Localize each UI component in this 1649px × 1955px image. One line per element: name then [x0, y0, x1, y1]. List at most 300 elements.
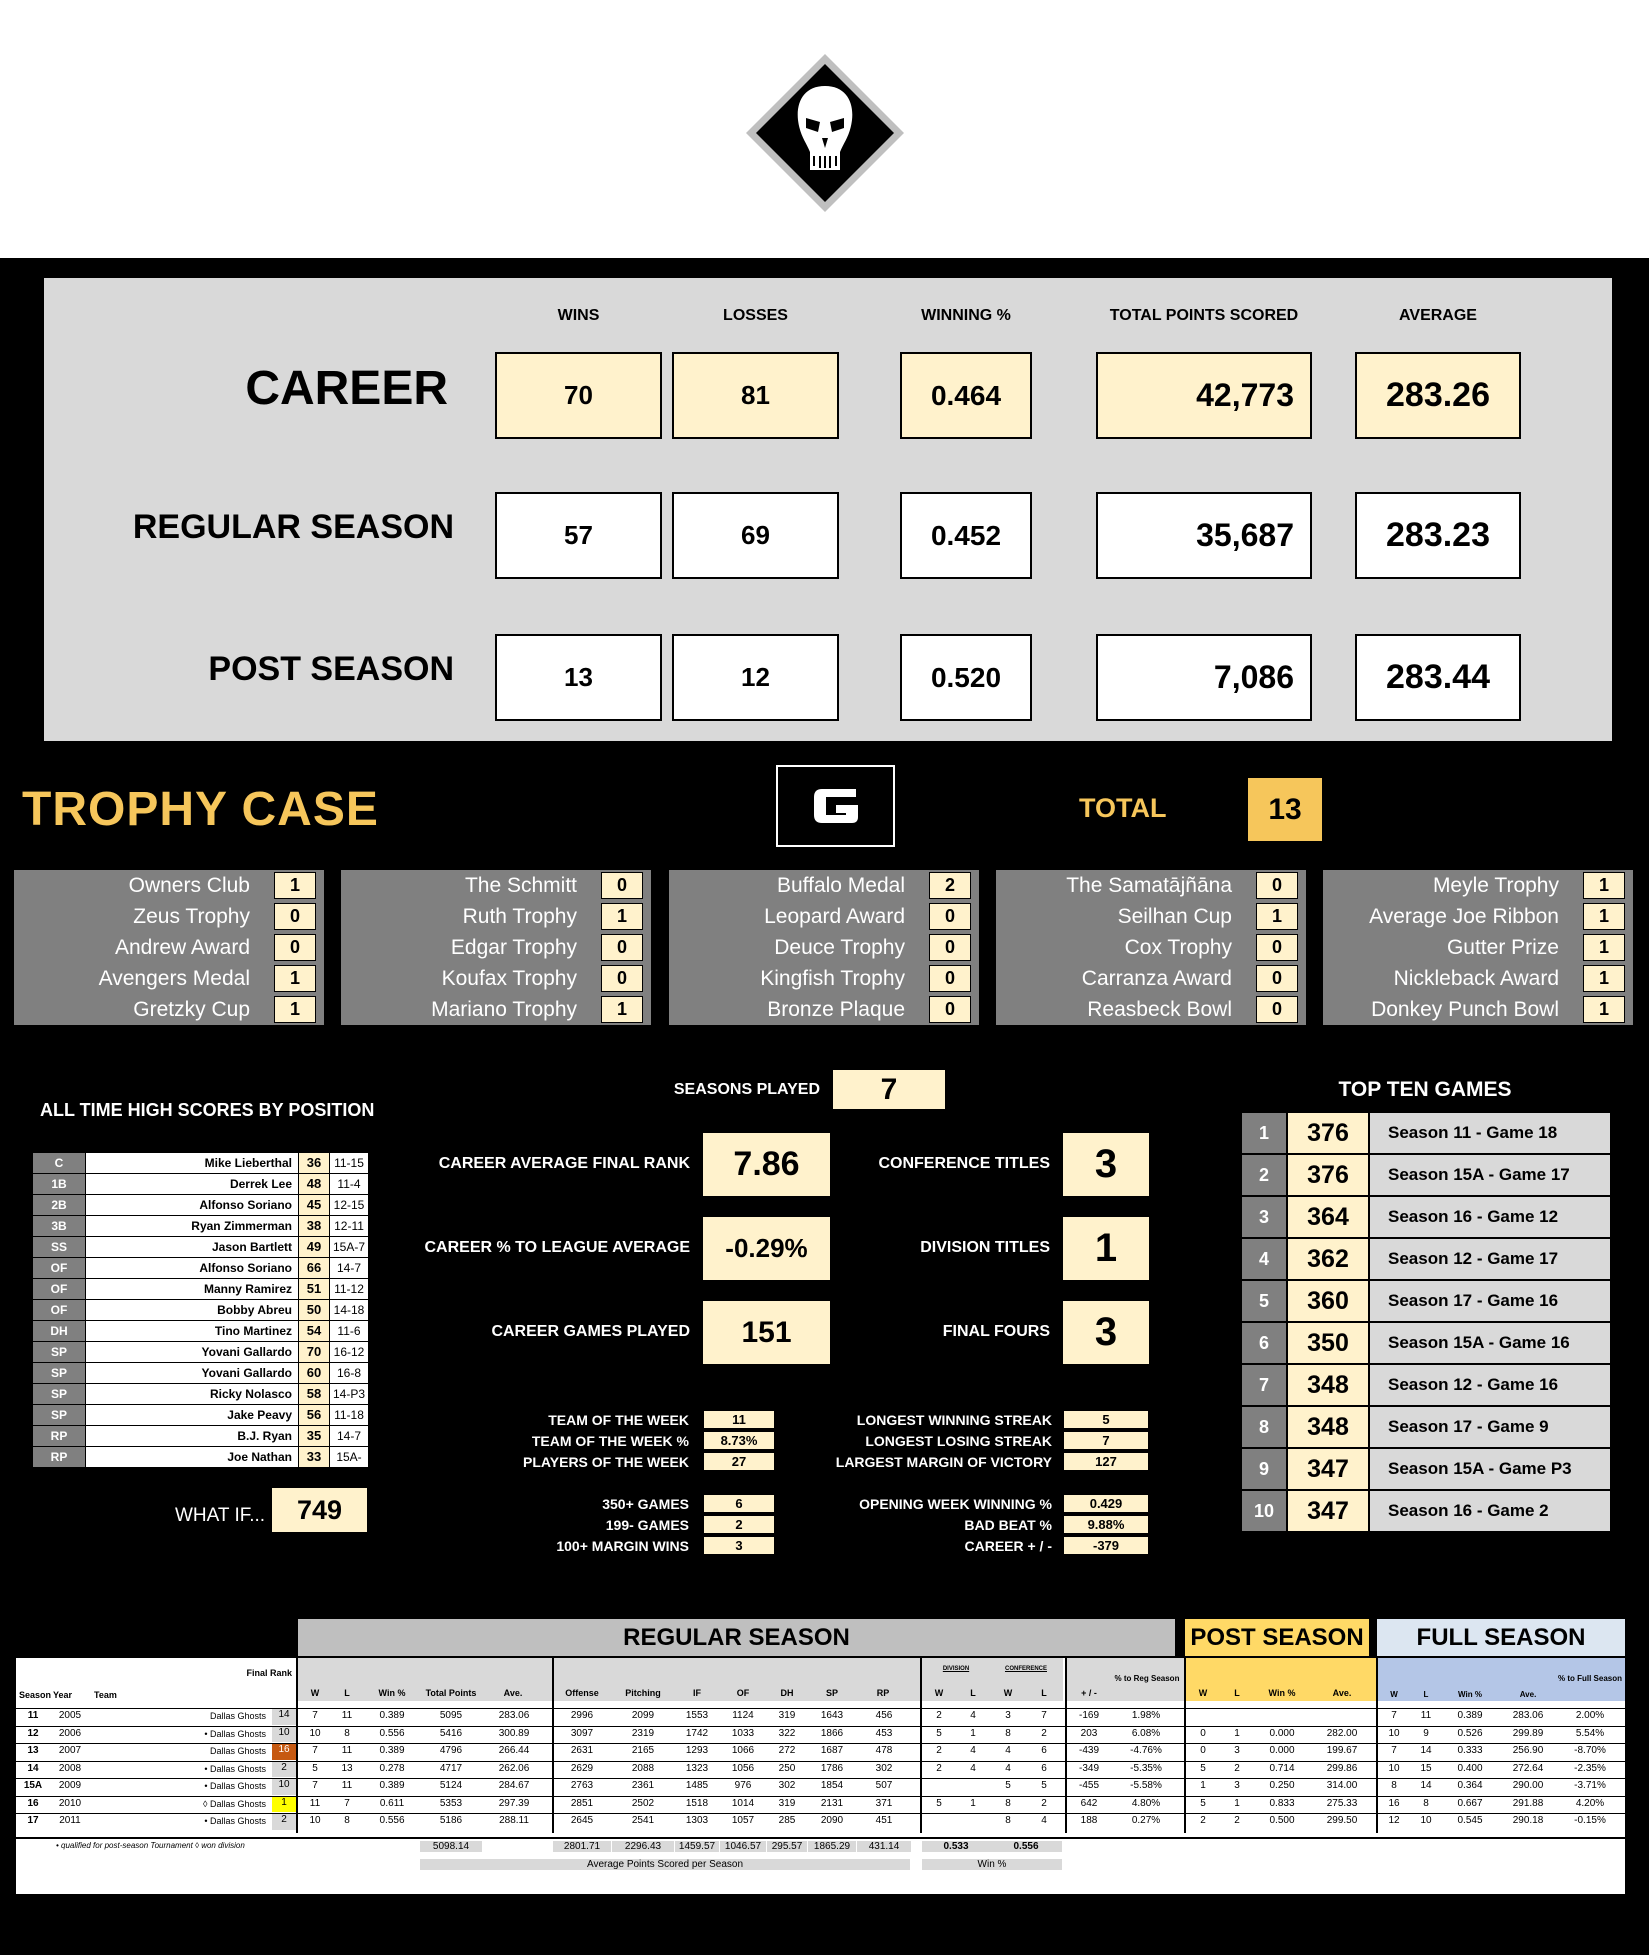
season-tp: 5416 — [439, 1727, 463, 1739]
season-dl: 4 — [970, 1762, 976, 1774]
season-year: 2009 — [58, 1780, 82, 1791]
season-year: 2011 — [59, 1815, 81, 1826]
season-pave: 299.50 — [1326, 1815, 1358, 1826]
stat-value: 127 — [1063, 1452, 1149, 1471]
trophy-row — [1323, 901, 1633, 932]
season-off: 2631 — [570, 1745, 594, 1756]
season-w: 10 — [309, 1727, 321, 1739]
season-fpct: 0.400 — [1457, 1762, 1483, 1774]
season-ave: 266.44 — [498, 1745, 530, 1756]
game-label: Season 15A - Game 16 — [1370, 1323, 1610, 1363]
season-fw: 16 — [1388, 1797, 1400, 1809]
trophy-name: Kingfish Trophy — [760, 967, 905, 990]
trophy-case-title: TROPHY CASE — [22, 783, 379, 836]
season-pct: 0.389 — [379, 1780, 405, 1791]
player-score: 48 — [299, 1174, 329, 1194]
division-titles-label: DIVISION TITLES — [920, 1239, 1050, 1256]
season-dl: 4 — [970, 1745, 976, 1756]
stat-label: TEAM OF THE WEEK % — [531, 1433, 689, 1449]
season-pll: 1 — [1234, 1797, 1240, 1809]
career-losses-1: 69 — [672, 492, 839, 579]
trophy-count: 1 — [601, 903, 643, 930]
season-game: 16-8 — [330, 1363, 368, 1383]
season-sp: 2090 — [820, 1815, 844, 1826]
season-num: 13 — [27, 1745, 39, 1756]
season-dh: 319 — [778, 1797, 796, 1809]
trophy-count: 0 — [929, 965, 971, 992]
season-fl: 11 — [1420, 1710, 1432, 1721]
player-name: Bobby Abreu — [86, 1300, 298, 1320]
trophy-name: Meyle Trophy — [1432, 874, 1559, 897]
season-pave: 299.86 — [1326, 1762, 1358, 1774]
season-pave: 314.00 — [1326, 1780, 1358, 1791]
high-score-row — [33, 1216, 368, 1237]
hdr-wl-0: W — [934, 1688, 944, 1698]
season-game: 14-18 — [330, 1300, 368, 1320]
season-dh: 285 — [778, 1815, 796, 1826]
stat-label: LONGEST WINNING STREAK — [856, 1412, 1052, 1428]
player-name: B.J. Ryan — [86, 1426, 298, 1446]
season-pr: 1.98% — [1131, 1710, 1161, 1721]
conference-win-pct: 0.556 — [990, 1841, 1062, 1852]
avg-rank-label: CAREER AVERAGE FINAL RANK — [438, 1155, 690, 1172]
hdr-reg2-4: DH — [780, 1688, 794, 1698]
trophy-count: 0 — [274, 903, 316, 930]
hdr-pct-reg: % to Reg Season — [1114, 1674, 1180, 1683]
trophy-row — [996, 994, 1306, 1025]
season-fave: 290.00 — [1512, 1780, 1544, 1791]
season-rp: 478 — [875, 1745, 893, 1756]
career-avg-0: 283.26 — [1355, 352, 1521, 439]
top-ten-title: TOP TEN GAMES — [1338, 1078, 1512, 1101]
seasons-played-value: 7 — [833, 1070, 945, 1109]
top-game-row — [1242, 1323, 1610, 1363]
career-points-1: 35,687 — [1096, 492, 1312, 579]
position-label: SP — [33, 1384, 85, 1404]
trophy-row — [996, 901, 1306, 932]
career-pct-2: 0.520 — [900, 634, 1032, 721]
career-wins-1: 57 — [495, 492, 662, 579]
player-score: 66 — [299, 1258, 329, 1278]
game-score: 347 — [1288, 1491, 1368, 1531]
season-cw: 3 — [1005, 1710, 1011, 1721]
game-rank: 1 — [1242, 1113, 1286, 1153]
season-of: 1124 — [732, 1710, 754, 1721]
season-ppct: 0.000 — [1269, 1727, 1295, 1739]
season-rp: 507 — [875, 1780, 893, 1791]
season-ppct: 0.250 — [1269, 1780, 1295, 1791]
season-ave: 284.67 — [498, 1780, 530, 1791]
hdr-info-0: Season — [19, 1690, 52, 1700]
stat-value: 0.429 — [1063, 1494, 1149, 1513]
position-label: SP — [33, 1342, 85, 1362]
season-dh: 302 — [778, 1780, 796, 1791]
full-season-band: FULL SEASON — [1377, 1619, 1625, 1656]
position-label: OF — [33, 1258, 85, 1278]
player-name: Alfonso Soriano — [86, 1258, 298, 1278]
game-rank: 9 — [1242, 1449, 1286, 1489]
high-score-row — [33, 1174, 368, 1195]
footnote-legend: • qualified for post-season Tournament ◊ won division — [56, 1840, 245, 1850]
game-score: 376 — [1288, 1113, 1368, 1153]
post-season-band: POST SEASON — [1185, 1619, 1369, 1656]
season-l: 8 — [344, 1815, 350, 1826]
season-pr: -5.58% — [1130, 1780, 1162, 1791]
trophy-count: 1 — [601, 996, 643, 1023]
trophy-name: Owners Club — [128, 874, 250, 897]
what-if-label: WHAT IF... — [175, 1505, 266, 1526]
high-score-row — [33, 1321, 368, 1342]
stat-label: 350+ GAMES — [602, 1496, 689, 1512]
season-tp: 5124 — [439, 1780, 463, 1791]
season-pit: 2165 — [631, 1745, 655, 1756]
season-ppct: 0.000 — [1269, 1745, 1295, 1756]
game-rank: 6 — [1242, 1323, 1286, 1363]
trophy-name: Cox Trophy — [1124, 936, 1232, 959]
trophy-name: Donkey Punch Bowl — [1371, 998, 1559, 1021]
season-off: 3097 — [570, 1727, 594, 1739]
season-pr: -5.35% — [1130, 1762, 1162, 1774]
season-dl: 1 — [970, 1797, 976, 1809]
trophy-name: Gutter Prize — [1446, 936, 1559, 959]
season-game: 11-6 — [330, 1321, 368, 1341]
season-game: 11-18 — [330, 1405, 368, 1425]
season-sp: 1866 — [820, 1727, 844, 1739]
season-num: 15A — [23, 1780, 43, 1791]
avg-total-points: 5098.14 — [420, 1841, 482, 1852]
season-fpct: 0.389 — [1457, 1710, 1483, 1721]
season-dh: 319 — [778, 1710, 796, 1721]
game-score: 348 — [1288, 1407, 1368, 1447]
trophy-name: Average Joe Ribbon — [1369, 905, 1559, 928]
season-fpr: -2.35% — [1574, 1762, 1606, 1774]
position-label: 1B — [33, 1174, 85, 1194]
trophy-name: Ruth Trophy — [462, 905, 577, 928]
season-off: 2629 — [570, 1762, 594, 1774]
hdr-full-3: Ave. — [1519, 1690, 1537, 1699]
season-year: 2010 — [58, 1797, 82, 1809]
game-score: 348 — [1288, 1365, 1368, 1405]
stat-value: 5 — [1063, 1410, 1149, 1429]
trophy-count: 0 — [601, 872, 643, 899]
game-rank: 7 — [1242, 1365, 1286, 1405]
season-pr: 0.27% — [1131, 1815, 1161, 1826]
trophy-count: 1 — [1583, 996, 1625, 1023]
game-score: 364 — [1288, 1197, 1368, 1237]
trophy-count: 0 — [1256, 965, 1298, 992]
section-divider-1 — [552, 1658, 554, 1833]
high-score-row — [33, 1153, 368, 1174]
trophy-count: 1 — [1256, 903, 1298, 930]
season-if: 1553 — [685, 1710, 709, 1721]
season-fpct: 0.545 — [1457, 1815, 1483, 1826]
season-pll: 1 — [1234, 1727, 1240, 1739]
season-num: 14 — [27, 1762, 39, 1774]
position-label: SP — [33, 1363, 85, 1383]
section-divider-0 — [296, 1658, 298, 1833]
season-cw: 8 — [1005, 1815, 1011, 1826]
season-cw: 5 — [1005, 1780, 1011, 1791]
season-pm: -439 — [1078, 1745, 1099, 1756]
player-score: 51 — [299, 1279, 329, 1299]
season-fw: 7 — [1391, 1710, 1397, 1721]
stat-value: 27 — [703, 1452, 775, 1471]
trophy-row — [1323, 870, 1633, 901]
season-team: • Dallas Ghosts — [204, 1728, 266, 1739]
position-label: SS — [33, 1237, 85, 1257]
season-ave: 300.89 — [498, 1727, 530, 1739]
position-label: RP — [33, 1426, 85, 1446]
high-score-row — [33, 1237, 368, 1258]
avg-part-1: 2296.43 — [612, 1841, 674, 1852]
season-of: 1033 — [731, 1727, 755, 1739]
hdr-reg2-3: OF — [736, 1688, 750, 1698]
trophy-row — [14, 870, 324, 901]
division-titles-value: 1 — [1063, 1217, 1149, 1280]
trophy-total-value: 13 — [1248, 778, 1322, 841]
high-score-row — [33, 1300, 368, 1321]
trophy-count: 1 — [1583, 965, 1625, 992]
stat-value: -379 — [1063, 1536, 1149, 1555]
stat-value: 3 — [703, 1536, 775, 1555]
trophy-row — [1323, 994, 1633, 1025]
season-num: 16 — [27, 1797, 39, 1809]
season-pct: 0.389 — [379, 1710, 405, 1721]
high-score-row — [33, 1279, 368, 1300]
season-pct: 0.611 — [379, 1797, 405, 1809]
player-score: 35 — [299, 1426, 329, 1446]
career-pct-0: 0.464 — [900, 352, 1032, 439]
career-header-1: LOSSES — [723, 307, 788, 324]
hdr-post-2: Win % — [1268, 1688, 1296, 1698]
season-w: 5 — [312, 1762, 318, 1774]
avg-rank-value: 7.86 — [703, 1133, 830, 1196]
trophy-group-4 — [996, 870, 1306, 1025]
season-w: 7 — [312, 1780, 318, 1791]
game-score: 350 — [1288, 1323, 1368, 1363]
career-wins-2: 13 — [495, 634, 662, 721]
hdr-post-3: Ave. — [1332, 1688, 1352, 1698]
season-fw: 8 — [1391, 1780, 1397, 1791]
season-dh: 250 — [778, 1762, 796, 1774]
season-ppct: 0.714 — [1269, 1762, 1295, 1774]
season-tp: 5353 — [439, 1797, 463, 1809]
season-tp: 5095 — [439, 1710, 463, 1721]
top-game-row — [1242, 1365, 1610, 1405]
trophy-name: Deuce Trophy — [774, 936, 905, 959]
season-off: 2645 — [570, 1815, 594, 1826]
trophy-name: The Samatājñāna — [1066, 874, 1232, 897]
season-fave: 256.90 — [1512, 1745, 1544, 1756]
season-pit: 2319 — [631, 1727, 655, 1739]
season-fl: 8 — [1423, 1797, 1429, 1809]
trophy-count: 0 — [929, 903, 971, 930]
position-label: RP — [33, 1447, 85, 1467]
trophy-name: Gretzky Cup — [133, 998, 250, 1021]
hdr-full-1: L — [1423, 1690, 1429, 1699]
trophy-name: Reasbeck Bowl — [1087, 998, 1232, 1021]
top-game-row — [1242, 1155, 1610, 1195]
career-avg-2: 283.44 — [1355, 634, 1521, 721]
season-pit: 2099 — [631, 1710, 655, 1721]
avg-part-5: 1865.29 — [808, 1841, 856, 1852]
high-scores-table — [33, 1153, 368, 1484]
season-if: 1293 — [685, 1745, 709, 1756]
season-fpr: -8.70% — [1574, 1745, 1606, 1756]
player-name: Jason Bartlett — [86, 1237, 298, 1257]
player-score: 60 — [299, 1363, 329, 1383]
season-fpr: -3.71% — [1574, 1780, 1606, 1791]
stat-label: LONGEST LOSING STREAK — [865, 1433, 1052, 1449]
trophy-row — [14, 932, 324, 963]
season-fl: 14 — [1420, 1780, 1432, 1791]
season-pit: 2361 — [631, 1780, 655, 1791]
season-sp: 1786 — [820, 1762, 844, 1774]
position-label: OF — [33, 1279, 85, 1299]
final-fours-value: 3 — [1063, 1301, 1149, 1364]
player-score: 50 — [299, 1300, 329, 1320]
career-header-3: TOTAL POINTS SCORED — [1109, 307, 1299, 324]
season-w: 10 — [309, 1815, 321, 1826]
player-name: Joe Nathan — [86, 1447, 298, 1467]
season-pave: 282.00 — [1326, 1727, 1358, 1739]
high-score-row — [33, 1342, 368, 1363]
season-off: 2763 — [570, 1780, 594, 1791]
position-label: 3B — [33, 1216, 85, 1236]
trophy-row — [996, 932, 1306, 963]
season-team: • Dallas Ghosts — [204, 1816, 266, 1826]
season-pit: 2541 — [631, 1815, 655, 1826]
season-team: Dallas Ghosts — [209, 1746, 266, 1756]
player-score: 58 — [299, 1384, 329, 1404]
season-rank: 1 — [272, 1797, 296, 1813]
hdr-division: DIVISION — [942, 1666, 970, 1672]
trophy-group-1 — [14, 870, 324, 1025]
stat-label: LARGEST MARGIN OF VICTORY — [835, 1454, 1052, 1470]
player-name: Jake Peavy — [86, 1405, 298, 1425]
header-logo-area — [0, 0, 1649, 258]
season-pm: -349 — [1078, 1762, 1099, 1774]
season-pr: 6.08% — [1131, 1727, 1161, 1739]
season-cl: 4 — [1041, 1815, 1047, 1826]
hdr-post-0: W — [1198, 1688, 1208, 1698]
season-pw: 2 — [1200, 1815, 1206, 1826]
season-of: 976 — [734, 1780, 752, 1791]
season-pll: 3 — [1234, 1780, 1240, 1791]
high-score-row — [33, 1363, 368, 1384]
season-game: 15A-P1 — [330, 1447, 368, 1467]
season-rp: 456 — [875, 1710, 893, 1721]
season-fpr: 5.54% — [1575, 1727, 1605, 1739]
top-game-row — [1242, 1449, 1610, 1489]
season-fpct: 0.667 — [1457, 1797, 1483, 1809]
stat-label: 100+ MARGIN WINS — [556, 1538, 689, 1554]
season-dw: 5 — [936, 1797, 942, 1809]
season-w: 11 — [309, 1797, 321, 1809]
season-cw: 8 — [1005, 1797, 1011, 1809]
game-label: Season 17 - Game 9 — [1370, 1407, 1610, 1447]
season-l: 11 — [341, 1780, 353, 1791]
player-score: 56 — [299, 1405, 329, 1425]
high-score-row — [33, 1426, 368, 1447]
season-l: 11 — [341, 1745, 353, 1756]
season-fave: 283.06 — [1512, 1710, 1544, 1721]
season-rank: 14 — [272, 1709, 296, 1725]
season-pll: 2 — [1234, 1815, 1240, 1826]
season-fw: 10 — [1388, 1727, 1400, 1739]
section-divider-3 — [1065, 1658, 1067, 1833]
stat-label: PLAYERS OF THE WEEK — [523, 1454, 689, 1470]
trophy-row — [669, 901, 979, 932]
trophy-count: 0 — [1256, 996, 1298, 1023]
season-pw: 0 — [1200, 1745, 1206, 1756]
player-score: 36 — [299, 1153, 329, 1173]
high-score-row — [33, 1384, 368, 1405]
game-label: Season 17 - Game 16 — [1370, 1281, 1610, 1321]
season-pm: -169 — [1078, 1710, 1099, 1721]
season-pw: 5 — [1200, 1762, 1206, 1774]
season-l: 7 — [344, 1797, 350, 1809]
player-score: 49 — [299, 1237, 329, 1257]
season-pm: -455 — [1078, 1780, 1099, 1791]
trophy-row — [341, 994, 651, 1025]
season-num: 11 — [27, 1710, 39, 1721]
season-fpr: 4.20% — [1575, 1797, 1605, 1809]
season-if: 1323 — [685, 1762, 709, 1774]
game-rank: 10 — [1242, 1491, 1286, 1531]
trophy-count: 1 — [274, 872, 316, 899]
trophy-name: Koufax Trophy — [441, 967, 577, 990]
season-game: 11-15 — [330, 1153, 368, 1173]
career-row-label-1: REGULAR SEASON — [132, 508, 454, 546]
season-fpr: -0.15% — [1574, 1815, 1606, 1826]
season-team: ◊ Dallas Ghosts — [203, 1798, 266, 1809]
trophy-row — [341, 963, 651, 994]
division-win-pct: 0.533 — [922, 1841, 990, 1852]
hdr-wl-1: L — [970, 1688, 976, 1698]
trophy-row — [669, 963, 979, 994]
hdr-reg1-3: Total Points — [425, 1688, 477, 1698]
footer-rule — [16, 1837, 1625, 1839]
season-l: 13 — [341, 1762, 353, 1774]
career-row-label-0: CAREER — [245, 362, 448, 415]
season-team: • Dallas Ghosts — [204, 1781, 266, 1791]
trophy-name: Andrew Award — [114, 936, 250, 959]
season-of: 1056 — [731, 1762, 755, 1774]
game-label: Season 12 - Game 16 — [1370, 1365, 1610, 1405]
high-score-row — [33, 1447, 368, 1484]
season-num: 12 — [27, 1727, 39, 1739]
trophy-count: 2 — [929, 872, 971, 899]
trophy-group-5 — [1323, 870, 1633, 1025]
season-ave: 283.06 — [498, 1710, 530, 1721]
top-game-row — [1242, 1197, 1610, 1237]
season-ppct: 0.500 — [1269, 1815, 1295, 1826]
hdr-reg1-0: W — [310, 1688, 320, 1698]
season-fpct: 0.526 — [1457, 1727, 1483, 1739]
top-game-row — [1242, 1281, 1610, 1321]
player-name: Tino Martinez — [86, 1321, 298, 1341]
trophy-count: 1 — [1583, 872, 1625, 899]
season-ave: 262.06 — [498, 1762, 530, 1774]
career-row-label-2: POST SEASON — [208, 650, 454, 688]
game-rank: 3 — [1242, 1197, 1286, 1237]
g-logo-icon — [776, 765, 895, 847]
trophy-group-2 — [341, 870, 651, 1025]
stat-label: CAREER + / - — [964, 1538, 1052, 1554]
trophy-total-label: TOTAL — [1079, 793, 1167, 823]
high-score-row — [33, 1195, 368, 1216]
